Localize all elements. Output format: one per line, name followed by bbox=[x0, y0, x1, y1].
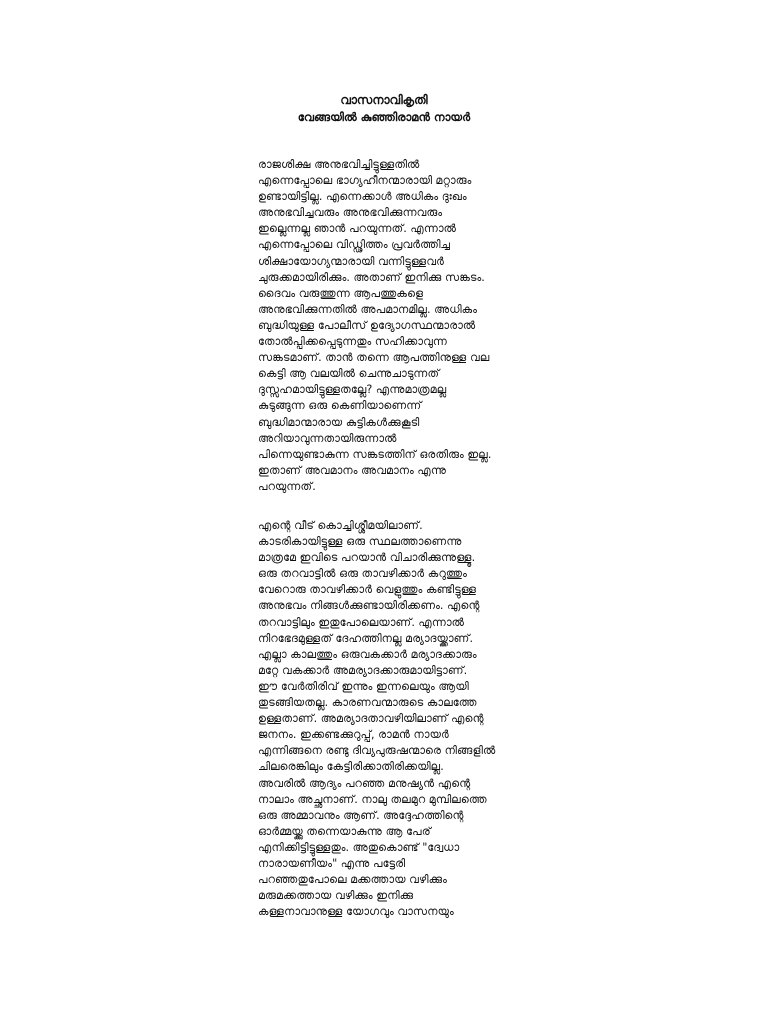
text-line: നിറഭേദമുള്ളത് ദേഹത്തിനല്ല മര്യാദയ്ക്കാണ്. bbox=[258, 631, 474, 645]
text-line: ഈ വേർതിരിവ് ഇന്നും ഇന്നലെയും ആയി bbox=[258, 679, 469, 693]
text-line: നാരായണീയം" എന്നു പട്ടേരി bbox=[258, 856, 406, 870]
text-line: ഉണ്ടായിട്ടില്ല. എന്നെക്കാൾ അധികം ദുഃഖം bbox=[258, 190, 467, 204]
text-line: ചുരുക്കമായിരിക്കും. അതാണ് ഇനിക്കു സങ്കടം. bbox=[258, 270, 485, 284]
text-line: അനുഭവിക്കുന്നതിൽ അപമാനമില്ല. അധികം bbox=[258, 302, 478, 316]
paragraph-2 bbox=[258, 518, 558, 920]
text-line: പറഞ്ഞതുപോലെ മക്കത്തായ വഴിക്കും bbox=[258, 873, 447, 887]
text-line: കാടരികായിട്ടുള്ള ഒരു സ്ഥലത്താണെന്നു bbox=[258, 535, 462, 549]
paragraph-1 bbox=[258, 157, 558, 495]
text-line: രാജശിക്ഷ അനുഭവിച്ചിട്ടുള്ളതിൽ bbox=[258, 158, 420, 171]
text-line: ഇതാണ് അവമാനം അവമാനം എന്നു bbox=[258, 463, 447, 477]
text-line: തുടങ്ങിയതല്ല. കാരണവന്മാരുടെ കാലത്തേ bbox=[258, 696, 477, 710]
text-line: ശിക്ഷായോഗ്യന്മാരായി വന്നിട്ടുള്ളവർ bbox=[258, 254, 444, 268]
text-line: ജനനം. ഇക്കണ്ടക്കുറുപ്പ്, രാമൻ നായർ bbox=[258, 728, 449, 742]
text-line: സങ്കടമാണ്. താൻ തന്നെ ആപത്തിനുള്ള വല bbox=[258, 351, 490, 365]
text-line: മാത്രമേ ഇവിടെ പറയാൻ വിചാരിക്കുന്നുള്ളൂ. bbox=[258, 551, 476, 565]
text-line: പറയുന്നത്. bbox=[258, 479, 316, 493]
text-line: ഒരു തറവാട്ടിൽ ഒരു താവഴിക്കാർ കറുത്തും bbox=[258, 567, 467, 581]
text-line: എന്നെപ്പോലെ വിഡ്ഢിത്തം പ്രവർത്തിച്ച bbox=[258, 238, 451, 252]
text-line: കെട്ടി ആ വലയിൽ ചെന്നുചാടുന്നത് bbox=[258, 367, 440, 381]
text-line: എന്നിങ്ങനെ രണ്ടു ദിവ്യപുരുഷന്മാരെ നിങ്ങളിൽ bbox=[258, 744, 496, 758]
text-line: മറ്റേ വകക്കാർ അമര്യാദക്കാരുമായിട്ടാണ്. bbox=[258, 663, 468, 677]
text-line: എന്റെ വീട് കൊച്ചിശ്ശീമയിലാണ്. bbox=[258, 519, 423, 532]
text-line: തോൽപ്പിക്കപ്പെടുന്നതും സഹിക്കാവുന്ന bbox=[258, 335, 448, 349]
text-line: ബുദ്ധിയുള്ള പോലീസ് ഉദ്യോഗസ്ഥന്മാരാൽ bbox=[258, 318, 476, 332]
text-line: ഒരു അമ്മാവനും ആണ്. അദ്ദേഹത്തിന്റെ bbox=[258, 808, 464, 822]
text-line: പിന്നെയുണ്ടാകുന്ന സങ്കടത്തിന് ഒരതിരും ഇല്ല. bbox=[258, 447, 492, 461]
text-line: മരുമക്കത്തായ വഴിക്കും ഇനിക്കു bbox=[258, 889, 414, 903]
text-line: തറവാട്ടിലും ഇതുപോലെയാണ്. എന്നാൽ bbox=[258, 615, 465, 629]
text-line: എന്നെപ്പോലെ ഭാഗ്യഹീനന്മാരായി മറ്റാരും bbox=[258, 174, 472, 188]
text-line: ദൈവം വരുത്തുന്ന ആപത്തുകളെ bbox=[258, 286, 424, 300]
text-line: അനുഭവിച്ചവരും അനുഭവിക്കുന്നവരും bbox=[258, 206, 443, 220]
text-line: കുടുങ്ങുന്ന ഒരു കെണിയാണെന്ന് bbox=[258, 399, 422, 413]
text-line: കള്ളനാവാനുള്ള യോഗവും വാസനയും bbox=[258, 905, 454, 919]
text-line: എനിക്കിട്ടിട്ടുള്ളതും. അതുകൊണ്ട് "ദ്വേധാ bbox=[258, 840, 460, 854]
text-line: ദുസ്സഹമായിട്ടുള്ളതല്ലേ? എന്നുമാത്രമല്ല bbox=[258, 383, 447, 397]
text-line: ചിലരെങ്കിലും കേട്ടിരിക്കാതിരിക്കയില്ല. bbox=[258, 760, 444, 774]
text-line: ഇല്ലെന്നല്ല ഞാൻ പറയുന്നത്. എന്നാൽ bbox=[258, 222, 457, 236]
text-line: എല്ലാ കാലത്തും ഒരുവകക്കാർ മര്യാദക്കാരും bbox=[258, 647, 477, 661]
text-line: അറിയാവുന്നതായിരുന്നാൽ bbox=[258, 431, 397, 445]
text-line: ഓർമ്മയ്ക്കു തന്നെയാകുന്നു ആ പേര് bbox=[258, 824, 431, 838]
text-line: നാലാം അച്ഛനാണ്. നാലു തലമുറ മുമ്പിലത്തെ bbox=[258, 792, 487, 806]
text-line: ബുദ്ധിമാന്മാരായ കുട്ടികൾക്കുകൂടി bbox=[258, 415, 420, 429]
story-author: വേങ്ങയിൽ കുഞ്ഞിരാമൻ നായർ bbox=[297, 110, 471, 124]
text-line: വേറൊരു താവഴിക്കാർ വെളുത്തും കണ്ടിട്ടുള്ള bbox=[258, 583, 477, 597]
story-title: വാസനാവികൃതി bbox=[340, 93, 428, 107]
text-line: അനുഭവം നിങ്ങൾക്കുണ്ടായിരിക്കണം. എന്റെ bbox=[258, 599, 480, 613]
text-line: ഉള്ളതാണ്. അമര്യാദതാവഴിയിലാണ് എന്റെ bbox=[258, 712, 484, 726]
text-line: അവരിൽ ആദ്യം പറഞ്ഞ മനുഷ്യൻ എന്റെ bbox=[258, 776, 471, 790]
